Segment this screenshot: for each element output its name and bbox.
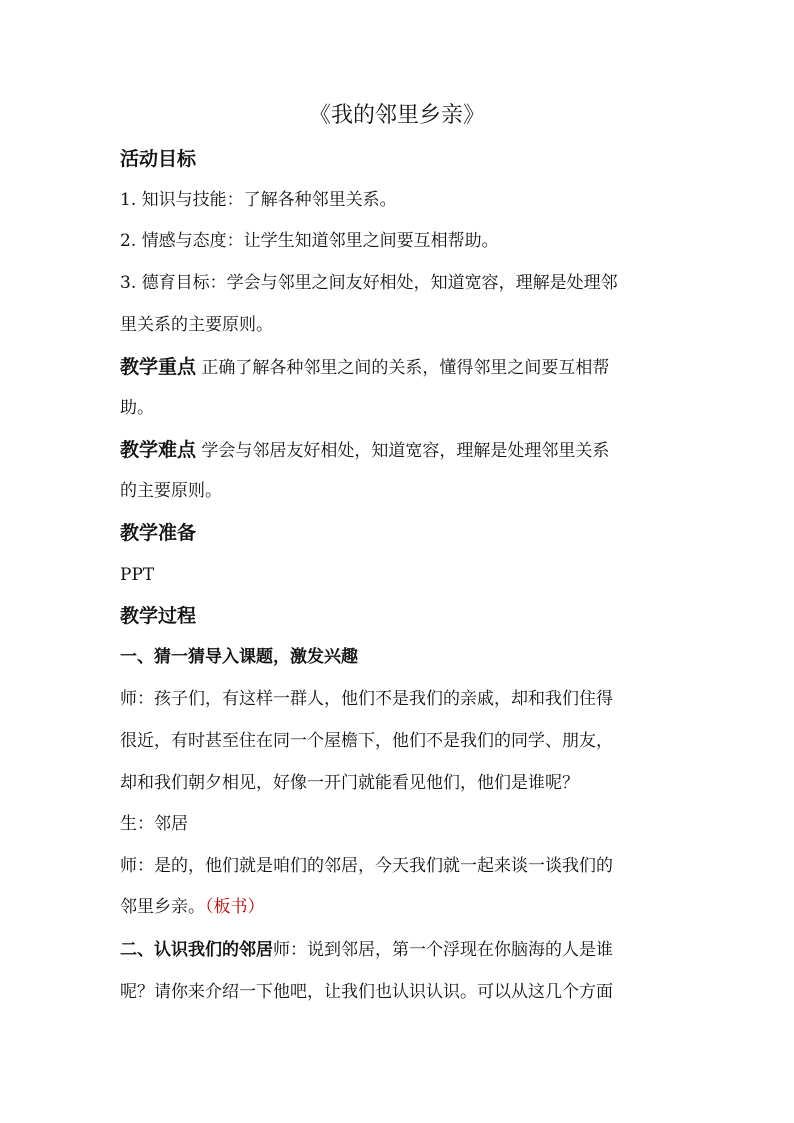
- key-points-text: 正确了解各种邻里之间的关系，懂得邻里之间要互相帮: [196, 358, 610, 378]
- teacher-1-line-1: 师：孩子们，有这样一群人，他们不是我们的亲戚，却和我们住得: [120, 689, 613, 709]
- key-points-paragraph: [120, 347, 680, 388]
- section-2-line-2: 呢？请你来介绍一下他吧，让我们也认识认识。可以从这几个方面: [120, 982, 613, 1002]
- difficulties-line-2: 的主要原则。: [120, 481, 222, 501]
- goal-3-line-2: 里关系的主要原则。: [120, 315, 273, 335]
- difficulties-paragraph: [120, 430, 680, 471]
- teacher-1-line-2: 很近，有时甚至住在同一个屋檐下，他们不是我们的同学、朋友，: [120, 731, 613, 751]
- goal-1: 1. 知识与技能：了解各种邻里关系。: [120, 190, 397, 210]
- section-1-heading: 一、猜一猜导入课题，激发兴趣: [120, 647, 358, 667]
- student-1: 生：邻居: [120, 814, 188, 834]
- teacher-1-line-3: 却和我们朝夕相见，好像一开门就能看见他们，他们是谁呢？: [120, 773, 579, 793]
- key-points-line-2: 助。: [120, 398, 154, 418]
- goal-2: 2. 情感与态度：让学生知道邻里之间要互相帮助。: [120, 231, 499, 251]
- goal-3-line-1: 3. 德育目标：学会与邻里之间友好相处，知道宽容，理解是处理邻: [120, 273, 618, 293]
- section-2-paragraph: [120, 930, 680, 970]
- difficulties-text: 学会与邻居友好相处，知道宽容，理解是处理邻里关系: [196, 441, 610, 461]
- teacher-2-line-1: 师：是的，他们就是咱们的邻居，今天我们就一起来谈一谈我们的: [120, 856, 613, 876]
- difficulties-label: 教学难点: [120, 439, 197, 461]
- teacher-2-text: 邻里乡亲。: [120, 897, 205, 917]
- teacher-2-line-2: [120, 887, 680, 927]
- section-2-text: 师：说到邻居，第一个浮现在你脑海的人是谁: [273, 940, 613, 960]
- activity-goals-heading: 活动目标: [120, 148, 197, 170]
- board-note: （板书）: [205, 897, 265, 917]
- key-points-label: 教学重点: [120, 356, 197, 378]
- preparation-text: PPT: [120, 565, 155, 585]
- section-2-heading: 二、认识我们的邻居: [120, 940, 273, 960]
- preparation-heading: 教学准备: [120, 522, 197, 544]
- document-title: 《我的邻里乡亲》: [308, 103, 485, 128]
- process-heading: 教学过程: [120, 605, 197, 627]
